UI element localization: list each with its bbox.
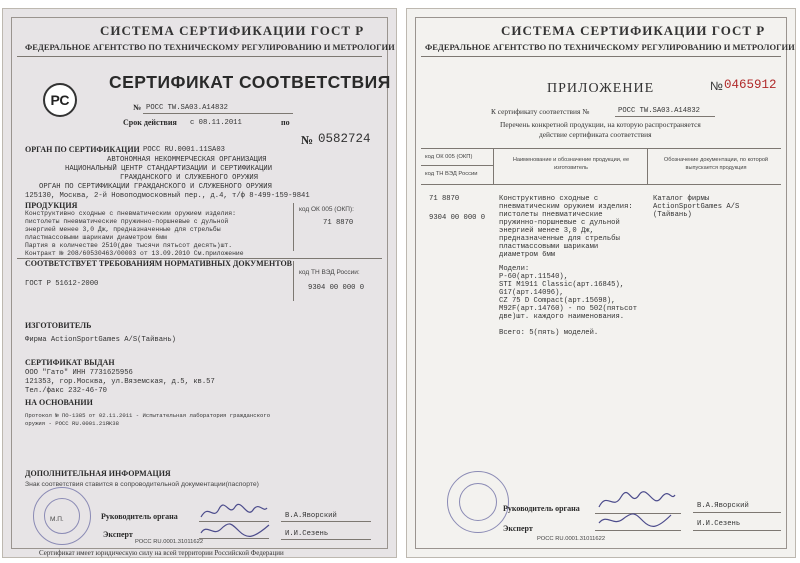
- certificate-title: СЕРТИФИКАТ СООТВЕТСТВИЯ: [109, 72, 391, 92]
- issued-line: Тел./факс 232-46-70: [25, 387, 107, 395]
- expert-sign-line: [595, 530, 681, 531]
- extra-info-text: Знак соответствия ставится в сопроводительной документации(паспорте): [25, 481, 259, 488]
- extra-info-label: ДОПОЛНИТЕЛЬНАЯ ИНФОРМАЦИЯ: [25, 469, 171, 478]
- doc-line: (Тайвань): [653, 211, 692, 219]
- row-tnved: 9304 00 000 0: [429, 214, 486, 222]
- header-divider: [17, 56, 382, 57]
- okp-value: 71 8870: [323, 219, 354, 227]
- product-line: Конструктивно сходные с пневматическим оружием изделия:: [25, 210, 236, 217]
- head-name-line: [693, 512, 781, 513]
- official-seal-icon: [447, 471, 509, 533]
- to-cert-label: К сертификату соответствия №: [491, 107, 590, 116]
- desc-line: Модели:: [499, 265, 530, 273]
- footer-note: Сертификат имеет юридическую силу на всей территории Российской Федерации: [39, 549, 284, 557]
- expert-sign-line: [199, 538, 269, 539]
- expert-label: Эксперт: [503, 524, 533, 533]
- product-line: энергией менее 3,0 Дж, предназначенные для стрельбы: [25, 226, 221, 233]
- product-line: пистолеты пневматические пружинно-поршневые с дульной: [25, 218, 229, 225]
- serial-number: 0582724: [318, 132, 371, 146]
- list-title: Перечень конкретной продукции, на которую распространяется: [500, 120, 701, 129]
- product-line: Партия в количестве 2510(две тысячи пятьсот десять)шт.: [25, 242, 233, 249]
- tnved-label: код ТН ВЭД России:: [299, 269, 360, 276]
- validity-label: Срок действия: [123, 118, 177, 127]
- table-top-line: [421, 148, 781, 149]
- product-line: пластмассовыми шариками диаметром 6мм: [25, 234, 167, 241]
- rst-logo-icon: РС: [43, 83, 77, 117]
- appendix-title: ПРИЛОЖЕНИЕ: [547, 81, 655, 96]
- expert-label: Эксперт: [103, 530, 133, 539]
- okp-divider: [293, 203, 294, 251]
- head-label: Руководитель органа: [101, 512, 178, 521]
- desc-line: пневматическим оружием изделия:: [499, 203, 633, 211]
- validity-from: с 08.11.2011: [190, 119, 242, 127]
- body-label: ОРГАН ПО СЕРТИФИКАЦИИ: [25, 145, 140, 154]
- agency-name: ФЕДЕРАЛЬНОЕ АГЕНТСТВО ПО ТЕХНИЧЕСКОМУ РЕГУЛИРОВАНИЮ И МЕТРОЛОГИИ: [425, 42, 795, 52]
- col-divider: [493, 148, 494, 184]
- issued-line: 121353, гор.Москва, ул.Вяземская, д.5, кв.57: [25, 378, 215, 386]
- reg-no: РОСС TW.SA03.A14832: [146, 104, 228, 112]
- expert-reg: РОСС RU.0001.31011622: [537, 536, 606, 542]
- expert-name: И.И.Сезень: [285, 530, 329, 538]
- issued-line: ООО "Гато" ИНН 7731625956: [25, 369, 133, 377]
- serial-number: 0465912: [724, 78, 777, 92]
- table-head-line: [421, 184, 781, 185]
- agency-name: ФЕДЕРАЛЬНОЕ АГЕНТСТВО ПО ТЕХНИЧЕСКОМУ РЕГУЛИРОВАНИЮ И МЕТРОЛОГИИ: [25, 42, 395, 52]
- desc-line: пружинно-поршневые с дульной: [499, 219, 620, 227]
- product-label: ПРОДУКЦИЯ: [25, 201, 78, 210]
- product-line: Контракт № 208/60530463/00003 от 13.09.2010 См.приложение: [25, 250, 244, 257]
- reg-underline: [143, 113, 293, 114]
- desc-line: Всего: 5(пять) моделей.: [499, 329, 599, 337]
- list-title-2: действие сертификата соответствия: [539, 130, 652, 139]
- body-line: ГРАЖДАНСКОГО И СЛУЖЕБНОГО ОРУЖИЯ: [120, 174, 259, 182]
- reg-no-label: №: [133, 103, 142, 112]
- system-title: СИСТЕМА СЕРТИФИКАЦИИ ГОСТ Р: [100, 23, 365, 38]
- desc-line: Конструктивно сходные с: [499, 195, 599, 203]
- col1-head-b: код ТН ВЭД России: [425, 171, 478, 177]
- mp-label: М.П.: [50, 516, 64, 523]
- tnved-divider: [293, 261, 294, 301]
- head-name: В.А.Яворский: [697, 502, 749, 510]
- expert-signature-icon: [597, 509, 673, 531]
- expert-name-line: [693, 530, 781, 531]
- appendix-page: [406, 8, 796, 558]
- basis-line: Протокол № ПО-1385 от 02.11.2011 - Испытательная лаборатория гражданского: [25, 412, 271, 419]
- desc-line: энергией менее 3,0 Дж,: [499, 227, 594, 235]
- validity-to: по: [281, 118, 290, 127]
- serial-label: №: [301, 133, 314, 147]
- gost-standard: ГОСТ Р 51612-2000: [25, 280, 99, 288]
- doc-line: Каталог фирмы: [653, 195, 710, 203]
- requirements-divider: [17, 258, 382, 259]
- manufacturer-value: Фирма ActionSportGames A/S(Тайвань): [25, 336, 176, 344]
- desc-line: STI M1911 Classic(арт.16845),: [499, 281, 625, 289]
- requirements-label: СООТВЕТСТВУЕТ ТРЕБОВАНИЯМ НОРМАТИВНЫХ ДОКУМЕНТОВ: [25, 259, 292, 268]
- serial-label: №: [710, 79, 723, 93]
- col1-split: [421, 165, 493, 166]
- body-line: 125130, Москва, 2-й Новоподмосковный пер., д.4, т/ф 8-499-159-9841: [25, 192, 310, 200]
- desc-line: G17(арт.14096),: [499, 289, 564, 297]
- manufacturer-label: ИЗГОТОВИТЕЛЬ: [25, 321, 92, 330]
- issued-label: СЕРТИФИКАТ ВЫДАН: [25, 358, 115, 367]
- expert-name-line: [281, 539, 371, 540]
- row-okp: 71 8870: [429, 195, 460, 203]
- system-title: СИСТЕМА СЕРТИФИКАЦИИ ГОСТ Р: [501, 23, 766, 38]
- desc-line: предназначенные для стрельбы: [499, 235, 620, 243]
- doc-line: ActionSportGames A/S: [653, 203, 740, 211]
- head-label: Руководитель органа: [503, 504, 580, 513]
- okp-label: код ОК 005 (ОКП):: [299, 206, 354, 213]
- desc-line: две)шт. каждого наименования.: [499, 313, 625, 321]
- desc-line: пластмассовыми шариками: [499, 243, 599, 251]
- desc-line: диаметром 6мм: [499, 251, 556, 259]
- col2-head: Наименование и обозначение продукции, ее изготовитель: [512, 157, 630, 171]
- expert-name: И.И.Сезень: [697, 520, 741, 528]
- body-line: АВТОНОМНАЯ НЕКОММЕРЧЕСКАЯ ОРГАНИЗАЦИЯ: [107, 156, 267, 164]
- to-cert-value: РОСС TW.SA03.A14832: [618, 107, 700, 115]
- head-name: В.А.Яворский: [285, 512, 337, 520]
- basis-line: оружия - РОСС RU.0001.21ЯК38: [25, 420, 119, 427]
- body-line: ОРГАН ПО СЕРТИФИКАЦИИ ГРАЖДАНСКОГО И СЛУЖЕБНОГО ОРУЖИЯ: [39, 183, 272, 191]
- header-divider: [421, 56, 781, 57]
- body-code: РОСС RU.0001.11SA03: [143, 146, 225, 154]
- certificate-page: [2, 8, 397, 558]
- head-name-line: [281, 521, 371, 522]
- to-cert-underline: [615, 116, 715, 117]
- desc-line: пистолеты пневматические: [499, 211, 603, 219]
- col1-head-a: код ОК 005 (ОКП): [425, 154, 473, 160]
- desc-line: CZ 75 D Compact(арт.15698),: [499, 297, 616, 305]
- expert-reg: РОСС RU.0001.31011622: [135, 539, 204, 545]
- body-line: НАЦИОНАЛЬНЫЙ ЦЕНТР СТАНДАРТИЗАЦИИ И СЕРТИФИКАЦИИ: [65, 165, 273, 173]
- desc-line: M92F(арт.14760) - по 502(пятьсот: [499, 305, 638, 313]
- col-divider: [647, 148, 648, 184]
- col3-head: Обозначение документации, по которой выпускается продукция: [663, 157, 769, 171]
- tnved-value: 9304 00 000 0: [308, 284, 365, 292]
- desc-line: P-60(арт.11540),: [499, 273, 569, 281]
- basis-label: НА ОСНОВАНИИ: [25, 398, 93, 407]
